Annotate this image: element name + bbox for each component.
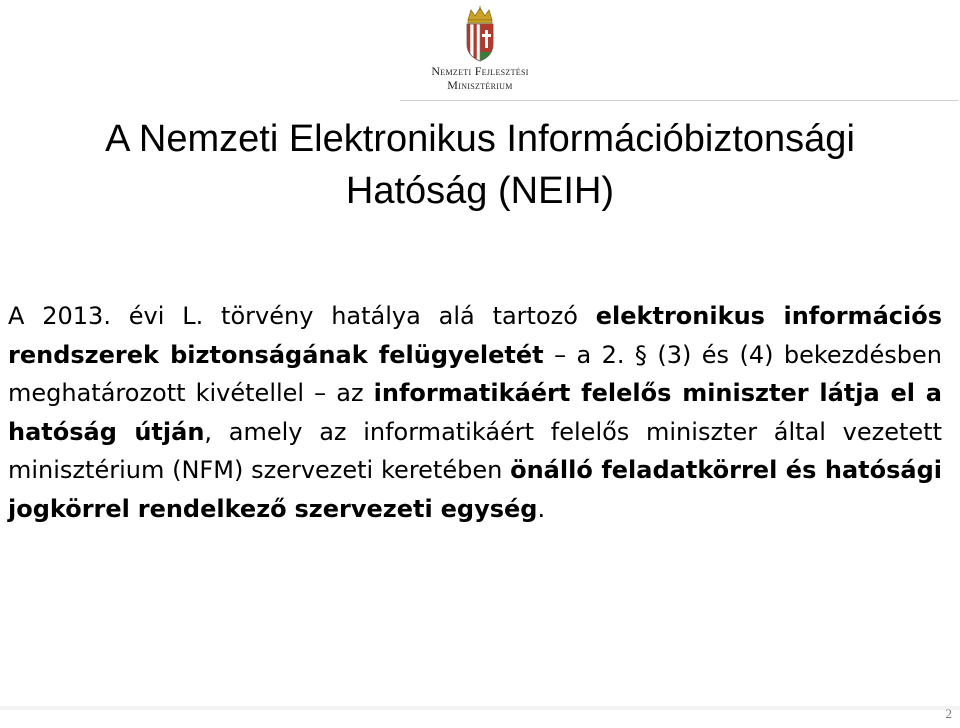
slide-title-line2: Hatóság (NEIH) [345,170,615,212]
slide-title [30,113,930,217]
ministry-name-line1: Nemzeti Fejlesztési [431,64,529,78]
body-text-run: . [537,494,546,523]
ministry-name-line2: Minisztérium [447,78,513,92]
body-text-emphasis: informatikáért felelős miniszter látja el a hatóság útján [8,379,943,446]
body-text-emphasis: elektronikus információs rendszerek biztonságának felügyeletét [8,302,942,369]
slide-title-line1: A Nemzeti Elektronikus Információbiztonsági [105,118,855,160]
hungarian-coat-of-arms-icon [462,6,498,62]
ministry-logo [420,6,540,92]
body-text-run: A 2013. évi L. törvény hatálya alá tartozó [8,302,596,330]
footer-divider [0,706,960,710]
body-text-run: , amely az informatikáért felelős miniszter által vezetett minisztérium (NFM) szervezeti keretében [8,417,943,484]
ministry-name [420,64,540,92]
body-text-emphasis: önálló feladatkörrel és hatósági jogkörrel rendelkező szervezeti egység [8,456,943,523]
slide-body-text [8,297,942,528]
page-number: 2 [945,706,952,721]
header-divider [400,100,958,101]
body-text-run: – a 2. § (3) és (4) bekezdésben meghatározott kivétellel – az [8,340,942,407]
